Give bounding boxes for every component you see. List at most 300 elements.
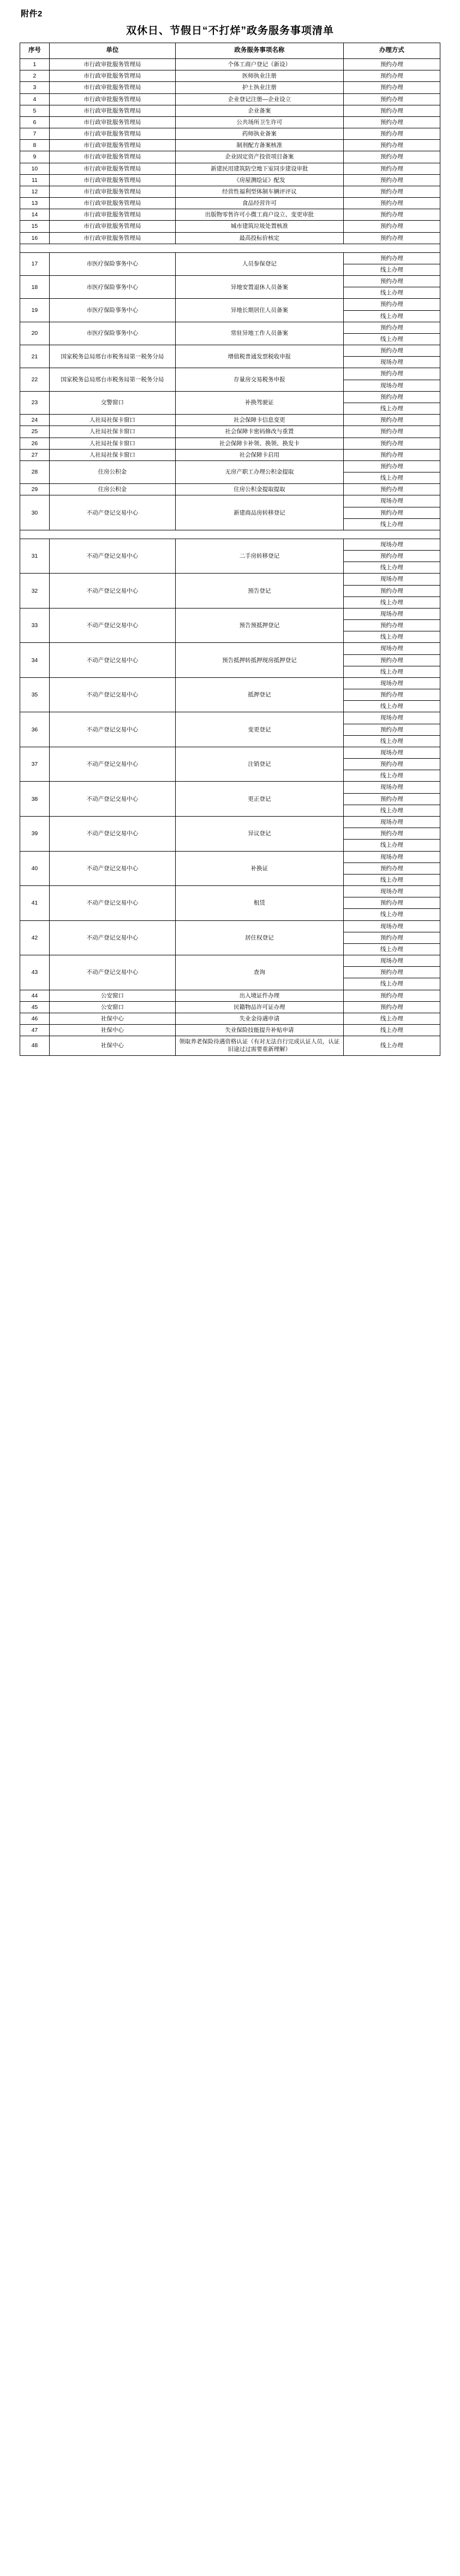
table-row	[20, 539, 440, 574]
cell-mode	[343, 1036, 440, 1055]
mode-option: 现场办理	[380, 359, 403, 366]
cell-no: 6	[20, 116, 50, 128]
mode-option: 预约办理	[344, 932, 440, 944]
table-row	[20, 70, 440, 82]
cell-service-name: 异议登记	[175, 817, 343, 852]
mode-option: 预约办理	[380, 73, 403, 80]
cell-service-name: 变更登记	[175, 712, 343, 747]
cell-service-name: 社会保障卡补领、换领、换发卡	[175, 438, 343, 449]
cell-service-name: 新建商品房转移登记	[175, 495, 343, 530]
mode-option: 线上办理	[380, 289, 403, 297]
mode-option: 预约办理	[380, 234, 403, 241]
table-row	[20, 1001, 440, 1013]
mode-option: 线上办理	[380, 980, 403, 988]
cell-no: 32	[20, 574, 50, 608]
page-title: 双休日、节假日“不打烊”政务服务事项清单	[126, 25, 334, 37]
mode-option: 预约办理	[344, 345, 440, 357]
cell-no: 5	[20, 105, 50, 116]
mode-option: 现场办理	[344, 782, 440, 793]
mode-option: 线上办理	[380, 703, 403, 710]
table-row	[20, 438, 440, 449]
cell-service-name: 个体工商户登记（新设）	[175, 59, 343, 70]
mode-option: 预约办理	[380, 188, 403, 195]
mode-option: 预约办理	[344, 759, 440, 770]
table-row	[20, 574, 440, 608]
mode-option: 现场办理	[344, 539, 440, 551]
cell-mode	[343, 574, 440, 608]
mode-option: 线上办理	[380, 807, 403, 814]
table-row	[20, 209, 440, 221]
cell-no: 9	[20, 151, 50, 163]
cell-service-name: 居住权登记	[175, 920, 343, 955]
cell-no: 8	[20, 140, 50, 151]
cell-no: 31	[20, 539, 50, 574]
cell-service-name: 住房公积金提取提取	[175, 484, 343, 495]
cell-unit: 公安窗口	[49, 990, 175, 1001]
cell-service-name: 药师执业备案	[175, 128, 343, 140]
mode-option: 预约办理	[380, 153, 403, 161]
mode-option: 现场办理	[344, 921, 440, 932]
cell-unit: 人社局社保卡窗口	[49, 438, 175, 449]
cell-service-name: 制剂配方备案核准	[175, 140, 343, 151]
cell-mode	[343, 955, 440, 990]
mode-option: 线上办理	[380, 475, 403, 482]
cell-service-name: 更正登记	[175, 782, 343, 817]
cell-unit: 不动产登记交易中心	[49, 712, 175, 747]
cell-mode	[343, 174, 440, 186]
mode-option: 预约办理	[380, 417, 403, 424]
table-row	[20, 1013, 440, 1024]
table-row	[20, 920, 440, 955]
cell-mode	[343, 415, 440, 426]
mode-option: 预约办理	[344, 551, 440, 562]
cell-mode	[343, 643, 440, 678]
cell-mode	[343, 484, 440, 495]
cell-mode	[343, 322, 440, 345]
mode-option: 预约办理	[380, 131, 403, 138]
mode-option: 现场办理	[344, 747, 440, 759]
cell-no: 2	[20, 70, 50, 82]
cell-service-name: 民籍物品许可证办理	[175, 1001, 343, 1013]
mode-option: 现场办理	[344, 495, 440, 507]
cell-no: 30	[20, 495, 50, 530]
table-section-gap	[20, 530, 440, 539]
cell-service-name: 二手房转移登记	[175, 539, 343, 574]
cell-no: 36	[20, 712, 50, 747]
mode-option: 预约办理	[344, 392, 440, 403]
mode-option: 现场办理	[344, 678, 440, 689]
cell-no: 20	[20, 322, 50, 345]
cell-service-name: 公共场所卫生许可	[175, 116, 343, 128]
cell-no: 22	[20, 368, 50, 391]
mode-option: 现场办理	[344, 886, 440, 897]
cell-no: 34	[20, 643, 50, 678]
cell-mode	[343, 368, 440, 391]
cell-unit: 住房公积金	[49, 460, 175, 483]
cell-service-name: 出版物零售许可小微工商户设立、变更审批	[175, 209, 343, 221]
cell-unit: 住房公积金	[49, 484, 175, 495]
cell-unit: 不动产登记交易中心	[49, 643, 175, 678]
table-row	[20, 276, 440, 299]
cell-no: 3	[20, 82, 50, 93]
mode-option: 预约办理	[380, 223, 403, 230]
cell-no: 1	[20, 59, 50, 70]
mode-option: 预约办理	[380, 451, 403, 458]
cell-mode	[343, 608, 440, 643]
cell-mode	[343, 886, 440, 921]
cell-unit: 市行政审批服务管理局	[49, 93, 175, 105]
mode-option: 预约办理	[380, 200, 403, 207]
mode-option: 预约办理	[344, 655, 440, 666]
mode-option: 预约办理	[344, 253, 440, 264]
table-row	[20, 252, 440, 275]
cell-mode	[343, 70, 440, 82]
table-header	[20, 43, 440, 59]
cell-service-name: 预告抵押转抵押现房抵押登记	[175, 643, 343, 678]
mode-option: 线上办理	[380, 634, 403, 641]
mode-option: 预约办理	[380, 176, 403, 184]
cell-no: 15	[20, 221, 50, 232]
cell-service-name: 企业固定资产投资项目备案	[175, 151, 343, 163]
table-row	[20, 484, 440, 495]
cell-unit: 不动产登记交易中心	[49, 608, 175, 643]
table-row	[20, 105, 440, 116]
table-row	[20, 460, 440, 483]
cell-unit: 市行政审批服务管理局	[49, 151, 175, 163]
cell-unit: 国家税务总局邢台市税务局第一税务分局	[49, 345, 175, 368]
cell-service-name: 出入境证件办理	[175, 990, 343, 1001]
cell-unit: 市行政审批服务管理局	[49, 128, 175, 140]
cell-service-name: 企业备案	[175, 105, 343, 116]
cell-unit: 公安窗口	[49, 1001, 175, 1013]
mode-option: 现场办理	[344, 817, 440, 828]
cell-mode	[343, 1001, 440, 1013]
table-row	[20, 368, 440, 391]
cell-no: 35	[20, 677, 50, 712]
cell-no: 38	[20, 782, 50, 817]
cell-no: 43	[20, 955, 50, 990]
table-row	[20, 1036, 440, 1055]
cell-mode	[343, 345, 440, 368]
cell-unit: 不动产登记交易中心	[49, 886, 175, 921]
table-row	[20, 608, 440, 643]
cell-service-name: 失业保险技能提升补贴申请	[175, 1025, 343, 1036]
cell-no: 12	[20, 186, 50, 197]
cell-unit: 市行政审批服务管理局	[49, 174, 175, 186]
cell-unit: 人社局社保卡窗口	[49, 415, 175, 426]
mode-option: 线上办理	[380, 876, 403, 883]
cell-mode	[343, 93, 440, 105]
cell-unit: 市医疗保险事务中心	[49, 276, 175, 299]
table-row	[20, 345, 440, 368]
mode-option: 预约办理	[344, 299, 440, 310]
mode-option: 线上办理	[380, 668, 403, 675]
mode-option: 预约办理	[380, 486, 403, 493]
mode-option: 线上办理	[380, 946, 403, 953]
col-header-mode: 办理方式	[343, 43, 440, 59]
cell-mode	[343, 59, 440, 70]
cell-unit: 不动产登记交易中心	[49, 574, 175, 608]
cell-unit: 不动产登记交易中心	[49, 851, 175, 886]
cell-service-name: 预告登记	[175, 574, 343, 608]
cell-service-name: 租赁	[175, 886, 343, 921]
cell-unit: 市行政审批服务管理局	[49, 232, 175, 244]
col-header-no: 序号	[20, 43, 50, 59]
table-row	[20, 851, 440, 886]
cell-mode	[343, 116, 440, 128]
attachment-label: 附件2	[21, 9, 43, 19]
cell-unit: 市行政审批服务管理局	[49, 186, 175, 197]
mode-option: 预约办理	[380, 142, 403, 149]
table-row	[20, 174, 440, 186]
cell-no: 24	[20, 415, 50, 426]
table-row	[20, 163, 440, 174]
cell-service-name: 企业登记注册—企业设立	[175, 93, 343, 105]
cell-no: 19	[20, 299, 50, 322]
table-row	[20, 990, 440, 1001]
cell-service-name: 补换证	[175, 851, 343, 886]
table-row	[20, 712, 440, 747]
matters-table	[20, 43, 440, 1056]
cell-unit: 不动产登记交易中心	[49, 782, 175, 817]
table-section-gap	[20, 244, 440, 252]
mode-option: 线上办理	[380, 599, 403, 606]
cell-service-name: 查询	[175, 955, 343, 990]
mode-option: 预约办理	[380, 992, 403, 999]
table-row	[20, 151, 440, 163]
cell-mode	[343, 851, 440, 886]
cell-service-name: 人员参保登记	[175, 252, 343, 275]
cell-mode	[343, 252, 440, 275]
table-row	[20, 426, 440, 438]
table-row	[20, 677, 440, 712]
cell-service-name: 最高投标价核定	[175, 232, 343, 244]
table-row	[20, 221, 440, 232]
mode-option: 预约办理	[344, 507, 440, 519]
cell-unit: 市医疗保险事务中心	[49, 252, 175, 275]
cell-service-name: 存量房交易税务申报	[175, 368, 343, 391]
table-row	[20, 59, 440, 70]
mode-option: 现场办理	[344, 608, 440, 620]
table-row	[20, 128, 440, 140]
cell-service-name: 社会保障卡启用	[175, 449, 343, 460]
cell-mode	[343, 221, 440, 232]
mode-option: 预约办理	[380, 1003, 403, 1011]
cell-service-name: 补换驾驶证	[175, 391, 343, 414]
cell-unit: 不动产登记交易中心	[49, 920, 175, 955]
cell-mode	[343, 209, 440, 221]
cell-service-name: 城市建筑垃圾处置核准	[175, 221, 343, 232]
table-row	[20, 415, 440, 426]
table-row	[20, 747, 440, 782]
cell-unit: 市医疗保险事务中心	[49, 299, 175, 322]
cell-no: 11	[20, 174, 50, 186]
table-row	[20, 643, 440, 678]
mode-option: 预约办理	[344, 322, 440, 334]
cell-no: 23	[20, 391, 50, 414]
cell-unit: 不动产登记交易中心	[49, 817, 175, 852]
cell-no: 41	[20, 886, 50, 921]
header-row	[20, 43, 440, 59]
table-row	[20, 391, 440, 414]
table-row	[20, 1025, 440, 1036]
mode-option: 预约办理	[380, 107, 403, 114]
table-row	[20, 116, 440, 128]
cell-no: 13	[20, 198, 50, 209]
mode-option: 预约办理	[344, 828, 440, 840]
cell-mode	[343, 198, 440, 209]
table-row	[20, 449, 440, 460]
cell-unit: 交警窗口	[49, 391, 175, 414]
cell-mode	[343, 438, 440, 449]
table-row	[20, 82, 440, 93]
cell-mode	[343, 391, 440, 414]
cell-no: 39	[20, 817, 50, 852]
mode-option: 预约办理	[344, 863, 440, 875]
table-row	[20, 782, 440, 817]
cell-unit: 不动产登记交易中心	[49, 955, 175, 990]
mode-option: 线上办理	[380, 911, 403, 918]
cell-unit: 市行政审批服务管理局	[49, 221, 175, 232]
cell-unit: 社保中心	[49, 1013, 175, 1024]
mode-option: 线上办理	[380, 842, 403, 849]
table-row	[20, 299, 440, 322]
mode-option: 预约办理	[380, 119, 403, 126]
cell-service-name: 《房屋测绘证》配发	[175, 174, 343, 186]
cell-unit: 不动产登记交易中心	[49, 495, 175, 530]
table-row	[20, 186, 440, 197]
cell-mode	[343, 460, 440, 483]
mode-option: 预约办理	[344, 276, 440, 287]
cell-mode	[343, 232, 440, 244]
cell-no: 33	[20, 608, 50, 643]
mode-option: 预约办理	[380, 211, 403, 218]
cell-service-name: 医师执业注册	[175, 70, 343, 82]
table-row	[20, 322, 440, 345]
cell-unit: 市行政审批服务管理局	[49, 163, 175, 174]
mode-option: 预约办理	[344, 967, 440, 978]
cell-service-name: 经营性福利型体制车辆评评议	[175, 186, 343, 197]
mode-option: 线上办理	[380, 266, 403, 273]
cell-unit: 市医疗保险事务中心	[49, 322, 175, 345]
table-body	[20, 59, 440, 1056]
cell-service-name: 失业金待遇申请	[175, 1013, 343, 1024]
mode-option: 线上办理	[380, 1015, 403, 1022]
cell-no: 48	[20, 1036, 50, 1055]
cell-no: 28	[20, 460, 50, 483]
cell-service-name: 注销登记	[175, 747, 343, 782]
mode-option: 预约办理	[344, 724, 440, 736]
cell-mode	[343, 990, 440, 1001]
cell-service-name: 社会保障卡信息变更	[175, 415, 343, 426]
cell-mode	[343, 747, 440, 782]
cell-service-name: 抵押登记	[175, 677, 343, 712]
table-row	[20, 140, 440, 151]
cell-service-name: 社会保障卡密码修改与重置	[175, 426, 343, 438]
cell-unit: 市行政审批服务管理局	[49, 59, 175, 70]
cell-no: 21	[20, 345, 50, 368]
cell-mode	[343, 163, 440, 174]
mode-option: 预约办理	[344, 897, 440, 909]
mode-option: 预约办理	[380, 84, 403, 91]
cell-no: 17	[20, 252, 50, 275]
table-row	[20, 886, 440, 921]
cell-mode	[343, 151, 440, 163]
mode-option: 线上办理	[380, 335, 403, 342]
mode-option: 预约办理	[380, 165, 403, 172]
mode-option: 现场办理	[344, 574, 440, 585]
mode-option: 预约办理	[344, 794, 440, 805]
cell-no: 40	[20, 851, 50, 886]
cell-unit: 市行政审批服务管理局	[49, 116, 175, 128]
cell-unit: 人社局社保卡窗口	[49, 426, 175, 438]
col-header-unit: 单位	[49, 43, 175, 59]
cell-service-name: 新建民用建筑防空地下室同步建设审批	[175, 163, 343, 174]
cell-mode	[343, 677, 440, 712]
cell-mode	[343, 539, 440, 574]
cell-no: 47	[20, 1025, 50, 1036]
mode-option: 预约办理	[344, 461, 440, 472]
cell-mode	[343, 782, 440, 817]
mode-option: 现场办理	[380, 382, 403, 389]
cell-no: 4	[20, 93, 50, 105]
mode-option: 现场办理	[344, 852, 440, 863]
mode-option: 预约办理	[344, 689, 440, 701]
cell-no: 44	[20, 990, 50, 1001]
cell-mode	[343, 817, 440, 852]
mode-option: 现场办理	[344, 643, 440, 654]
mode-option: 预约办理	[380, 428, 403, 435]
cell-service-name: 无房产职工办理公积金提取	[175, 460, 343, 483]
cell-unit: 市行政审批服务管理局	[49, 82, 175, 93]
cell-unit: 市行政审批服务管理局	[49, 198, 175, 209]
col-header-name: 政务服务事项名称	[175, 43, 343, 59]
mode-option: 线上办理	[380, 405, 403, 412]
cell-mode	[343, 299, 440, 322]
mode-option: 预约办理	[344, 586, 440, 597]
cell-unit: 不动产登记交易中心	[49, 677, 175, 712]
cell-unit: 市行政审批服务管理局	[49, 209, 175, 221]
cell-unit: 人社局社保卡窗口	[49, 449, 175, 460]
mode-option: 预约办理	[344, 368, 440, 380]
cell-mode	[343, 495, 440, 530]
cell-no: 16	[20, 232, 50, 244]
cell-mode	[343, 140, 440, 151]
mode-option: 线上办理	[380, 1042, 403, 1049]
cell-unit: 市行政审批服务管理局	[49, 70, 175, 82]
mode-option: 预约办理	[344, 620, 440, 631]
cell-service-name: 增值税普通发票税收申报	[175, 345, 343, 368]
cell-unit: 国家税务总局邢台市税务局第一税务分局	[49, 368, 175, 391]
cell-unit: 市行政审批服务管理局	[49, 105, 175, 116]
cell-mode	[343, 105, 440, 116]
cell-service-name: 常驻异地工作人员备案	[175, 322, 343, 345]
mode-option: 线上办理	[380, 737, 403, 745]
cell-service-name: 异地安置退休人员备案	[175, 276, 343, 299]
cell-no: 7	[20, 128, 50, 140]
cell-no: 14	[20, 209, 50, 221]
table-row	[20, 198, 440, 209]
document-page	[0, 0, 460, 1072]
cell-unit: 社保中心	[49, 1036, 175, 1055]
mode-option: 线上办理	[380, 312, 403, 320]
cell-mode	[343, 920, 440, 955]
mode-option: 线上办理	[380, 564, 403, 571]
cell-no: 29	[20, 484, 50, 495]
table-row	[20, 93, 440, 105]
cell-service-name: 异地长期居住人员备案	[175, 299, 343, 322]
mode-option: 现场办理	[344, 712, 440, 724]
